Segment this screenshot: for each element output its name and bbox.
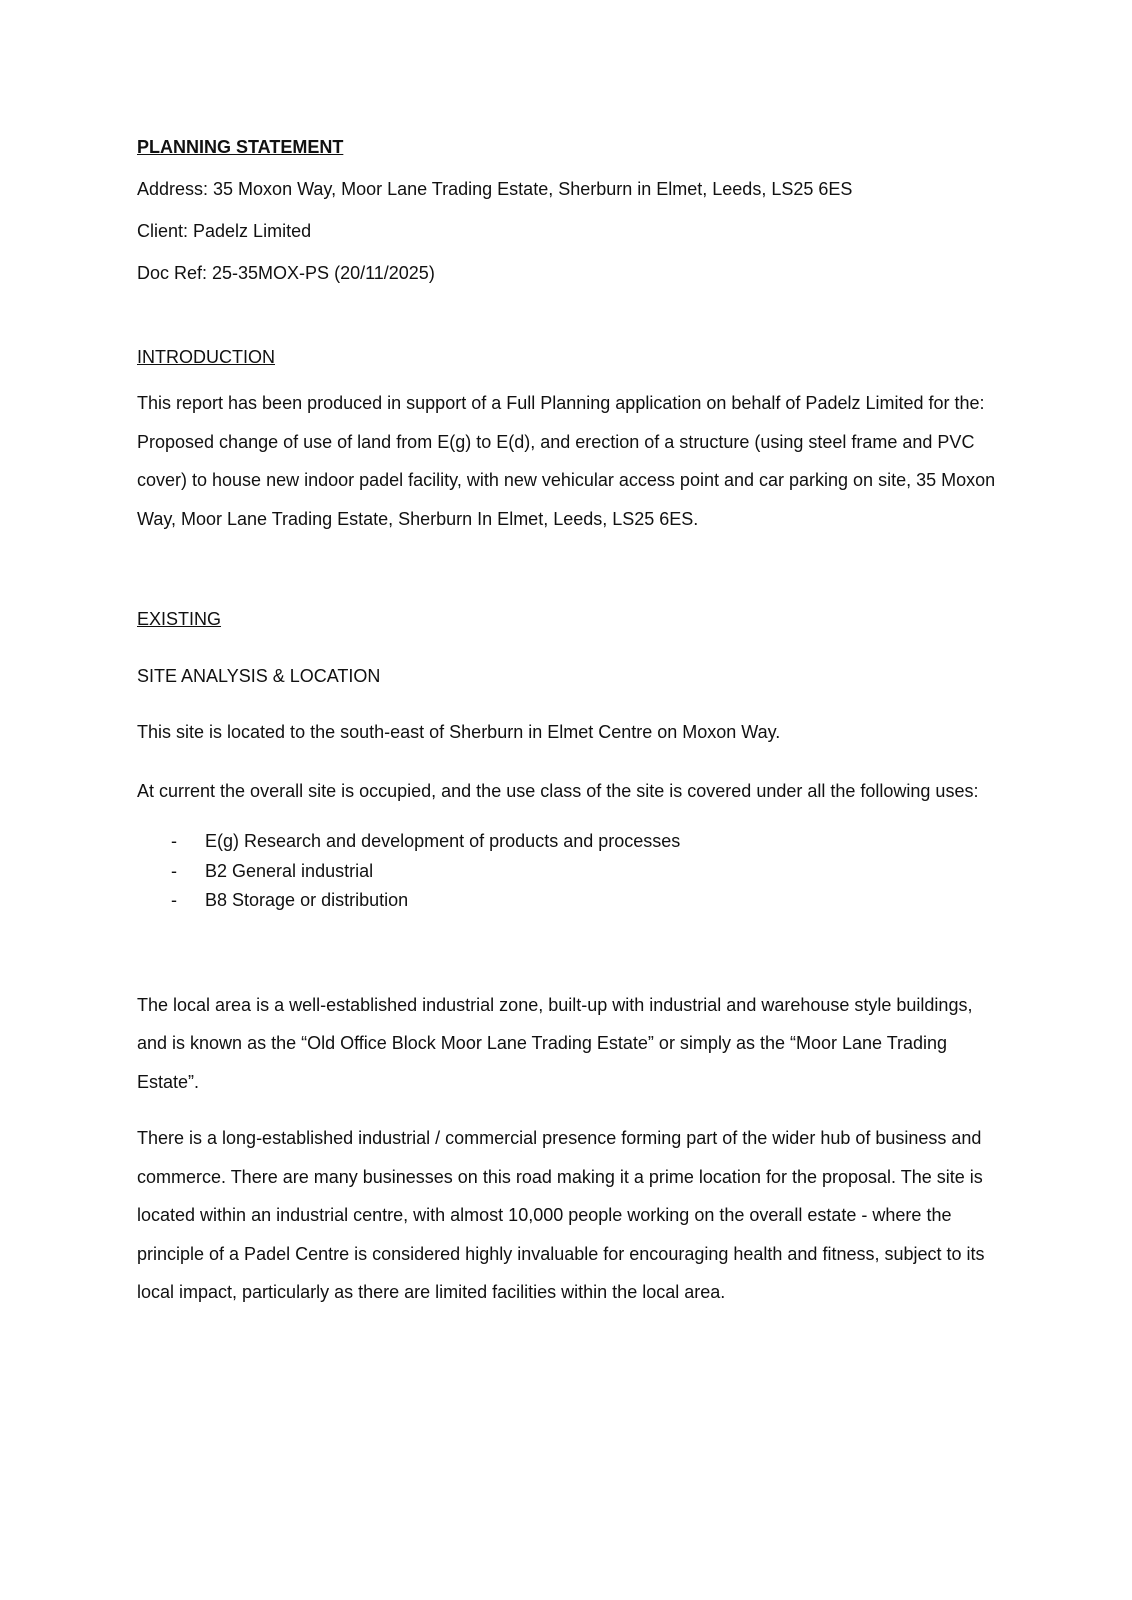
site-analysis-subheading: SITE ANALYSIS & LOCATION xyxy=(137,666,381,686)
use-class-label: B2 General industrial xyxy=(205,860,374,881)
commercial-presence-paragraph: There is a long-established industrial / commercial presence forming part of the wider hub of business and commerce. There are many businesses on this road making it a prime location for the proposal. The site is located within an industrial centre, with almost 10,000 people working on the overall estate - where the principle of a Padel Centre is considered highly invaluable for encouraging health and fitness, subject to its local impact, particularly as there are limited facilities within the local area. xyxy=(137,1128,985,1302)
document-title: PLANNING STATEMENT xyxy=(137,137,344,157)
use-class-label: E(g) Research and development of products and processes xyxy=(205,831,681,851)
local-area-paragraph: The local area is a well-established industrial zone, built-up with industrial and warehouse style buildings, and is known as the “Old Office Block Moor Lane Trading Estate” or simply as the “Moor Lane Trading Estate”. xyxy=(137,994,973,1092)
list-item xyxy=(137,857,997,887)
bullet-dash: - xyxy=(171,860,177,881)
existing-heading: EXISTING xyxy=(137,609,222,629)
introduction-paragraph: This report has been produced in support of a Full Planning application on behalf of Padelz Limited for the: Proposed change of use of land from E(g) to E(d), and erection of a structure (using steel frame and PVC cover) to house new indoor padel facility, with new vehicular access point and car parking on site, 35 Moxon Way, Moor Lane Trading Estate, Sherburn In Elmet, Leeds, LS25 6ES. xyxy=(137,393,996,529)
list-item xyxy=(137,827,997,857)
doc-ref-line: Doc Ref: 25-35MOX-PS (20/11/2025) xyxy=(137,263,435,283)
location-paragraph: This site is located to the south-east of Sherburn in Elmet Centre on Moxon Way. xyxy=(137,722,781,742)
use-class-list xyxy=(137,827,997,916)
bullet-dash: - xyxy=(171,890,177,910)
use-class-label: B8 Storage or distribution xyxy=(205,890,409,910)
current-use-paragraph: At current the overall site is occupied, and the use class of the site is covered under all the following uses: xyxy=(137,781,979,801)
planning-statement xyxy=(137,136,997,1312)
address-line: Address: 35 Moxon Way, Moor Lane Trading Estate, Sherburn in Elmet, Leeds, LS25 6ES xyxy=(137,179,853,199)
client-line: Client: Padelz Limited xyxy=(137,221,312,241)
introduction-heading: INTRODUCTION xyxy=(137,347,275,367)
bullet-dash: - xyxy=(171,831,177,851)
list-item xyxy=(137,886,997,916)
